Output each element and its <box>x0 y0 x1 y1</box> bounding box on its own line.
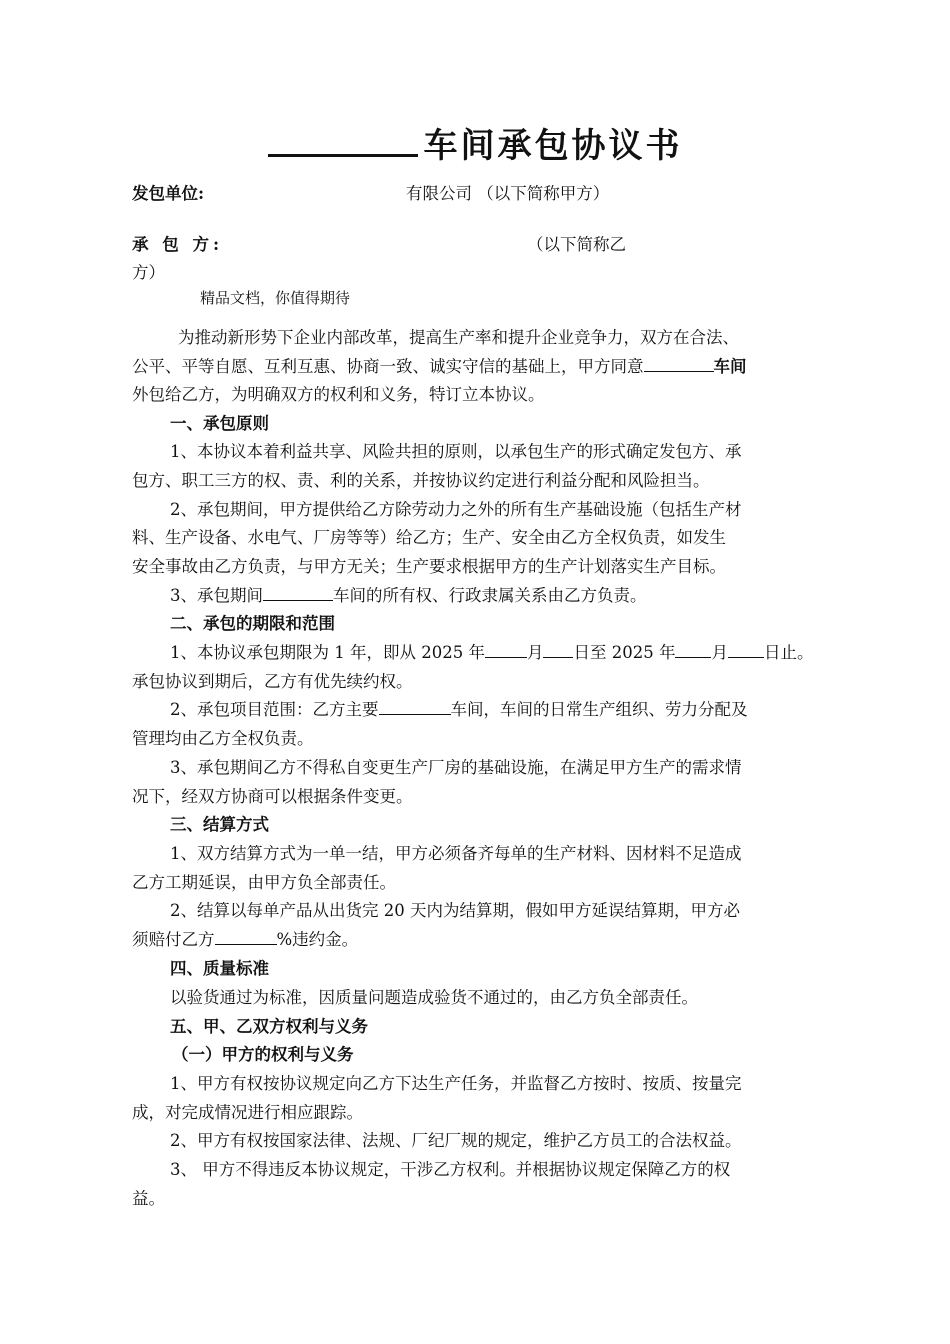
fabao-label: 发包单位: <box>132 184 205 203</box>
tagline: 精品文档，你值得期待 <box>200 289 351 307</box>
s5-p2: 2、甲方有权按国家法律、法规、厂纪厂规的规定，维护乙方员工的合法权益。 <box>170 1131 742 1150</box>
s5-subheading: （一）甲方的权利与义务 <box>172 1045 354 1064</box>
section-5-heading: 五、甲、乙双方权利与义务 <box>170 1017 368 1036</box>
s2-p2-line-1: 2、承包项目范围：乙方主要 车间，车间的日常生产组织、劳力分配及 <box>170 700 748 719</box>
s5-p3-line-1: 3、 甲方不得违反本协议规定，干涉乙方权利。并根据协议规定保障乙方的权 <box>170 1160 731 1179</box>
s2-p2-line-2: 管理均由乙方全权负责。 <box>132 729 314 748</box>
fabao-value: 有限公司 （以下简称甲方） <box>406 184 610 203</box>
s1-p3: 3、承包期间 车间的所有权、行政隶属关系由乙方负责。 <box>170 586 647 605</box>
s2-p3-line-1: 3、承包期间乙方不得私自变更生产厂房的基础设施，在满足甲方生产的需求情 <box>170 758 742 777</box>
intro-line-1: 为推动新形势下企业内部改革，提高生产率和提升企业竞争力，双方在合法、 <box>178 328 739 347</box>
section-1-heading: 一、承包原则 <box>170 414 269 433</box>
s5-p1-line-1: 1、甲方有权按协议规定向乙方下达生产任务，并监督乙方按时、按质、按量完 <box>170 1074 742 1093</box>
s2-p1-line-2: 承包协议到期后，乙方有优先续约权。 <box>132 672 413 691</box>
section-3-heading: 三、结算方式 <box>170 815 269 834</box>
s1-p2-line-2: 料、生产设备、水电气、厂房等等）给乙方；生产、安全由乙方全权负责，如发生 <box>132 528 726 547</box>
s2-p1-line-1: 1、本协议承包期限为 1 年，即从 2025 年 月 日至 2025 年 月 日止。 <box>170 643 814 662</box>
chengbao-value: （以下简称乙 <box>527 235 626 254</box>
section-4-heading: 四、质量标准 <box>170 959 269 978</box>
s5-p1-line-2: 成，对完成情况进行相应跟踪。 <box>132 1103 363 1122</box>
document-title <box>0 118 950 167</box>
intro-line-3: 外包给乙方，为明确双方的权利和义务，特订立本协议。 <box>132 385 545 404</box>
title-blank-line <box>268 153 418 157</box>
s3-p2-line-2: 须赔付乙方 %违约金。 <box>132 930 359 949</box>
s1-p1-line-2: 包方、职工三方的权、责、利的关系，并按协议约定进行利益分配和风险担当。 <box>132 471 710 490</box>
s1-p1-line-1: 1、本协议本着利益共享、风险共担的原则，以承包生产的形式确定发包方、承 <box>170 442 742 461</box>
chengbao-label: 承 包 方: <box>132 235 224 254</box>
s4-p1: 以验货通过为标准，因质量问题造成验货不通过的，由乙方负全部责任。 <box>170 988 698 1007</box>
intro-line-2: 公平、平等自愿、互利互惠、协商一致、诚实守信的基础上，甲方同意 车间 <box>132 357 747 376</box>
title-text: 车间承包协议书 <box>423 126 683 166</box>
s3-p1-line-1: 1、双方结算方式为一单一结，甲方必须备齐每单的生产材料、因材料不足造成 <box>170 844 742 863</box>
s3-p1-line-2: 乙方工期延误，由甲方负全部责任。 <box>132 873 396 892</box>
chengbao-continuation: 方） <box>132 263 165 282</box>
s3-p2-line-1: 2、结算以每单产品从出货完 20 天内为结算期，假如甲方延误结算期，甲方必 <box>170 901 740 920</box>
section-2-heading: 二、承包的期限和范围 <box>170 614 335 633</box>
s1-p2-line-1: 2、承包期间，甲方提供给乙方除劳动力之外的所有生产基础设施（包括生产材 <box>170 500 742 519</box>
s5-p3-line-2: 益。 <box>132 1189 165 1208</box>
s1-p2-line-3: 安全事故由乙方负责，与甲方无关；生产要求根据甲方的生产计划落实生产目标。 <box>132 557 726 576</box>
s2-p3-line-2: 况下，经双方协商可以根据条件变更。 <box>132 787 413 806</box>
